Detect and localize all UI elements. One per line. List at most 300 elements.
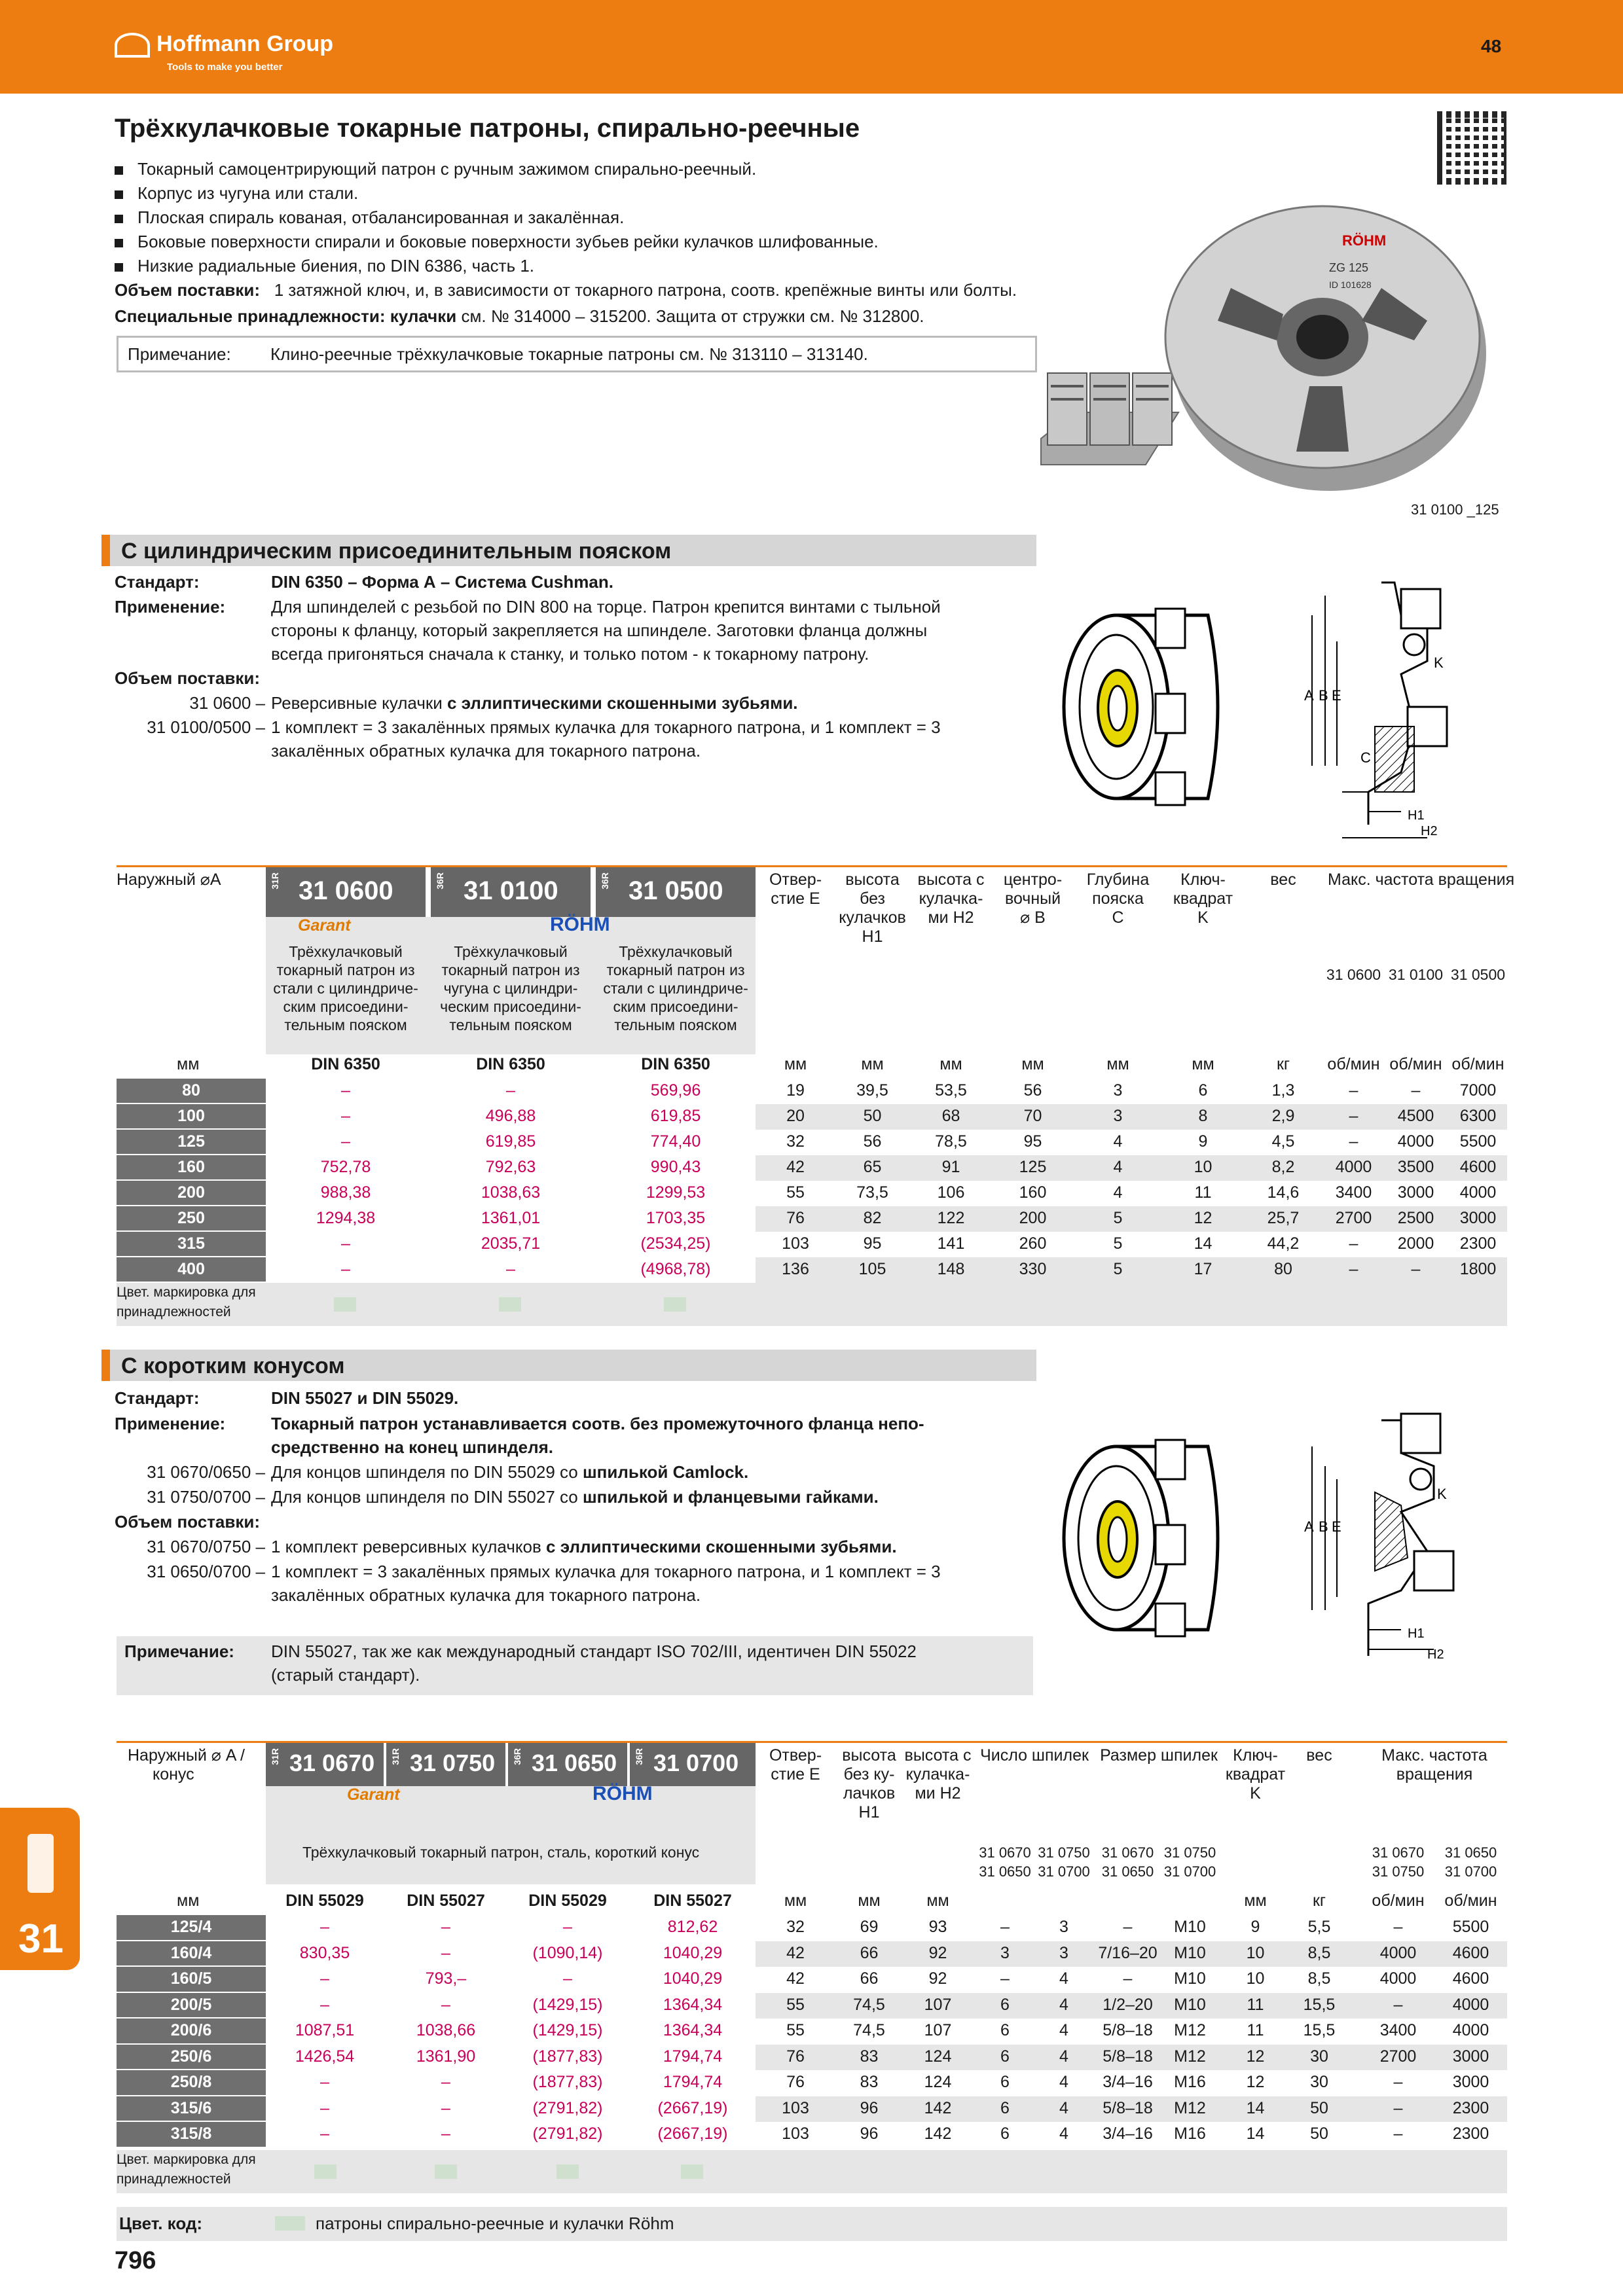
table-cell: –: [1349, 1234, 1359, 1253]
scope-code: 31 0650/0700 –: [147, 1562, 265, 1581]
col-head: высота с кулачка- ми H2: [917, 870, 985, 927]
table-cell: 124: [924, 2073, 952, 2091]
unit: мм: [939, 1055, 962, 1073]
table-cell: –: [441, 1995, 450, 2014]
table-cell: 50: [1310, 2125, 1328, 2143]
table-cell: 76: [786, 2047, 805, 2066]
table-cell: –: [1349, 1081, 1359, 1100]
table-cell: –: [1349, 1260, 1359, 1278]
color-swatch: [681, 2164, 703, 2179]
table-cell: 3/4–16: [1103, 2073, 1153, 2091]
scope-text: закалённых обратных кулачка для токарного патрона.: [271, 741, 701, 761]
table-cell: 32: [786, 1132, 805, 1151]
table-cell: 5: [1113, 1234, 1123, 1253]
table-cell: 11: [1247, 1995, 1264, 2014]
table-cell: 55: [786, 1183, 805, 1202]
sub-head: 31 0650 31 0700: [1444, 1844, 1497, 1880]
table-cell: 125: [1019, 1158, 1047, 1176]
table-cell: 136: [782, 1260, 809, 1278]
article-header: 31R 31 0600: [266, 867, 426, 917]
chuck-key-icon: [27, 1834, 54, 1893]
table-cell: 30: [1310, 2047, 1328, 2066]
table-cell: –: [1411, 1081, 1421, 1100]
page-number-top: 48: [1481, 36, 1502, 56]
table-cell: 103: [782, 2098, 809, 2117]
drawing-label-e: E: [1332, 1518, 1341, 1535]
table-cell: 5: [1113, 1260, 1123, 1278]
table-cell: 105: [858, 1260, 886, 1278]
rohm-logo: RÖHM: [550, 914, 610, 935]
col-head: вес: [1270, 870, 1296, 889]
table-cell: 3000: [1452, 2047, 1489, 2066]
table-cell: 7/16–20: [1098, 1943, 1158, 1962]
color-swatch: [499, 1297, 521, 1312]
drawing-label-e: E: [1332, 687, 1341, 704]
product-description: Трёхкулачковый токарный патрон из чугуна с цилиндри- ческим присоедини- тельным пояском: [440, 943, 581, 1033]
table-cell: 1040,29: [663, 1943, 723, 1962]
chuck-side-drawing-2: [1057, 1427, 1254, 1643]
table-cell: 39,5: [856, 1081, 888, 1100]
drawing-label-h1: H1: [1408, 1626, 1425, 1641]
table-cell: 96: [860, 2098, 879, 2117]
table-cell: 73,5: [856, 1183, 888, 1202]
table-cell: 2700: [1379, 2047, 1417, 2066]
unit: об/мин: [1327, 1055, 1380, 1073]
application-text: Токарный патрон устанавливается соотв. без промежуточного фланца непо-: [271, 1414, 924, 1433]
table-cell: 50: [1310, 2098, 1328, 2117]
table-cell: 1,3: [1271, 1081, 1295, 1100]
table-cell: 4: [1059, 2047, 1068, 2066]
col-head: высота без кулачков H1: [839, 870, 906, 946]
scope-text: 1 комплект = 3 закалённых прямых кулачка для токарного патрона, и 1 комплект = 3: [271, 717, 941, 737]
article-header: 31R 31 0750: [386, 1743, 505, 1786]
color-marking-label: Цвет. маркировка для принадлежностей: [117, 1283, 266, 1326]
scope-code: 31 0600 –: [189, 693, 265, 713]
table-cell: 124: [924, 2047, 952, 2066]
photo-id-label: ID 101628: [1329, 279, 1372, 290]
row-label: 250/8: [117, 2070, 266, 2095]
standard-label: Стандарт:: [115, 572, 200, 592]
table-cell: 619,85: [650, 1107, 701, 1125]
col-head: высота без ку- лачков H1: [842, 1746, 896, 1821]
variant-code: 31 0750/0700 –: [147, 1487, 265, 1507]
scope-text: закалённых обратных кулачка для токарного патрона.: [271, 1585, 701, 1605]
table-cell: –: [341, 1132, 350, 1151]
table-cell: 2,9: [1271, 1107, 1295, 1125]
table-cell: 3000: [1452, 2073, 1489, 2091]
table-cell: 19: [786, 1081, 805, 1100]
table-cell: 96: [860, 2125, 879, 2143]
table-cell: 4000: [1379, 1943, 1417, 1962]
table-cell: –: [1393, 2098, 1403, 2117]
table-cell: 56: [1023, 1081, 1042, 1100]
table-cell: 11: [1247, 2021, 1264, 2039]
table-cell: –: [506, 1081, 515, 1100]
table-cell: 3400: [1335, 1183, 1372, 1202]
col-head-speed: Макс. частота вращения: [1381, 1746, 1487, 1784]
table-cell: 6: [1000, 2098, 1010, 2117]
standard-value: DIN 6350 – Форма А – Система Cushman.: [271, 572, 613, 592]
table-cell: 2300: [1452, 2125, 1489, 2143]
speed-sub: 31 0600: [1326, 966, 1381, 983]
table-cell: 10: [1194, 1158, 1213, 1176]
table-cell: 9: [1198, 1132, 1208, 1151]
table-cell: 4000: [1459, 1183, 1497, 1202]
unit: мм: [1106, 1055, 1129, 1073]
table-cell: 107: [924, 2021, 952, 2039]
drawing-label-k: K: [1434, 655, 1444, 671]
scope-text: 1 комплект = 3 закалённых прямых кулачка для токарного патрона, и 1 комплект = 3: [271, 1562, 941, 1581]
table-cell: –: [1000, 1918, 1010, 1936]
table-cell: M16: [1174, 2125, 1206, 2143]
color-marking-label: Цвет. маркировка для принадлежностей: [117, 2150, 266, 2193]
table-cell: 95: [1023, 1132, 1042, 1151]
table-cell: 1800: [1459, 1260, 1497, 1278]
feature-bullet: Корпус из чугуна или стали.: [115, 183, 358, 204]
table-cell: –: [563, 1918, 572, 1936]
row-label: 80: [117, 1079, 266, 1103]
table-cell: 2300: [1452, 2098, 1489, 2117]
table-cell: 17: [1194, 1260, 1213, 1278]
table-cell: 4: [1059, 2073, 1068, 2091]
table-cell: M10: [1174, 1969, 1206, 1988]
table-cell: 160: [1019, 1183, 1047, 1202]
drawing-label-h1: H1: [1408, 808, 1425, 823]
table-cell: –: [1349, 1132, 1359, 1151]
drawing-label-b: B: [1319, 687, 1328, 704]
product-description: Трёхкулачковый токарный патрон из стали с цилиндриче- ским присоедини- тельным пояском: [273, 943, 418, 1033]
note-text: DIN 55027, так же как международный стандарт ISO 702/III, идентичен DIN 55022: [271, 1641, 917, 1661]
row-label: 315/6: [117, 2096, 266, 2121]
page-header: [0, 0, 1623, 94]
unit: мм: [784, 1892, 807, 1910]
table-cell: 15,5: [1303, 1995, 1336, 2014]
table-cell: 93: [928, 1918, 947, 1936]
table-cell: 53,5: [935, 1081, 967, 1100]
feature-bullet: Токарный самоцентрирующий патрон с ручным зажимом спирально-реечный.: [115, 159, 756, 179]
table-cell: M10: [1174, 1918, 1206, 1936]
table-cell: 4600: [1459, 1158, 1497, 1176]
color-swatch: [435, 2164, 457, 2179]
table-cell: (1877,83): [532, 2047, 603, 2066]
table-cell: 4: [1059, 2098, 1068, 2117]
unit: кг: [1276, 1055, 1290, 1073]
table-cell: 14: [1246, 2125, 1265, 2143]
page-number: 796: [115, 2247, 156, 2274]
table-cell: 11: [1194, 1183, 1212, 1202]
table-cell: 55: [786, 1995, 805, 2014]
table-cell: –: [563, 1969, 572, 1988]
table-cell: 3/4–16: [1103, 2125, 1153, 2143]
scope-line: Объем поставки: 1 затяжной ключ, и, в зависимости от токарного патрона, соотв. крепёжные винты или болты.: [115, 280, 1017, 300]
table-cell: 6300: [1459, 1107, 1497, 1125]
table-cell: 4: [1059, 2021, 1068, 2039]
table-cell: 6: [1000, 2125, 1010, 2143]
table-cell: 14: [1246, 2098, 1265, 2117]
row-label: 200: [117, 1181, 266, 1205]
table-cell: M10: [1174, 1943, 1206, 1962]
unit: об/мин: [1444, 1892, 1497, 1910]
table-cell: –: [1393, 2125, 1403, 2143]
bullet-square-icon: [115, 215, 123, 223]
table-cell: 83: [860, 2047, 879, 2066]
table-cell: 2500: [1397, 1209, 1434, 1227]
table-cell: 5/8–18: [1103, 2047, 1153, 2066]
table-cell: 9: [1250, 1918, 1260, 1936]
table-cell: 141: [937, 1234, 965, 1253]
table-cell: 4600: [1452, 1943, 1489, 1962]
table-cell: –: [1393, 1995, 1403, 2014]
table-cell: 103: [782, 1234, 809, 1253]
table-cell: (1090,14): [532, 1943, 603, 1962]
table-cell: 10: [1246, 1943, 1265, 1962]
drawing-label-h2: H2: [1421, 824, 1438, 838]
table-cell: 619,85: [485, 1132, 536, 1151]
table-cell: 80: [1274, 1260, 1292, 1278]
section-heading-cylindrical: С цилиндрическим присоединительным пояском: [101, 535, 1036, 566]
application-text: всегда пригоняться сначала к станку, и только потом - к токарному патрону.: [271, 644, 869, 664]
table-cell: 5500: [1452, 1918, 1489, 1936]
qr-code-icon[interactable]: [1437, 111, 1510, 185]
table-cell: 4: [1059, 1995, 1068, 2014]
chuck-section-drawing: [1303, 576, 1512, 844]
table-cell: –: [1393, 1918, 1403, 1936]
scope-text: Реверсивные кулачки с эллиптическими скошенными зубьями.: [271, 693, 798, 713]
table-cell: –: [441, 2125, 450, 2143]
article-header: 36R 31 0650: [508, 1743, 627, 1786]
col-head: Ключ- квадрат K: [1225, 1746, 1286, 1803]
table-cell: (1429,15): [532, 1995, 603, 2014]
garant-logo: Garant: [347, 1785, 400, 1804]
table-cell: 4600: [1452, 1969, 1489, 1988]
table-cell: 5/8–18: [1103, 2021, 1153, 2039]
table-cell: –: [441, 2098, 450, 2117]
din-label: DIN 55027: [407, 1892, 485, 1910]
article-header: 31R 31 0670: [266, 1743, 384, 1786]
table-cell: 74,5: [853, 1995, 885, 2014]
outer-diameter-label: Наружный ⌀ A / конус: [128, 1746, 245, 1784]
row-label: 400: [117, 1257, 266, 1282]
row-label: 160/4: [117, 1941, 266, 1966]
scope-code: 31 0100/0500 –: [147, 717, 265, 737]
table-cell: 65: [863, 1158, 882, 1176]
table-cell: 569,96: [650, 1081, 701, 1100]
table-cell: 1299,53: [646, 1183, 706, 1202]
table-cell: 14: [1194, 1234, 1213, 1253]
table-cell: 42: [786, 1969, 805, 1988]
note-text: Клино-реечные трёхкулачковые токарные патроны см. № 313110 – 313140.: [270, 344, 868, 364]
table-cell: 5,5: [1307, 1918, 1331, 1936]
table-cell: 812,62: [667, 1918, 718, 1936]
application-text: средственно на конец шпинделя.: [271, 1437, 554, 1457]
table-cell: 2000: [1397, 1234, 1434, 1253]
table-cell: 15,5: [1303, 2021, 1336, 2039]
unit: об/мин: [1389, 1055, 1442, 1073]
table-cell: 5: [1113, 1209, 1123, 1227]
table-cell: 200: [1019, 1209, 1047, 1227]
table-cell: 5500: [1459, 1132, 1497, 1151]
chuck-section-drawing-2: [1303, 1407, 1512, 1669]
unit-mm: мм: [177, 1055, 200, 1073]
feature-bullet: Плоская спираль кованая, отбалансированная и закалённая.: [115, 207, 624, 228]
row-label: 315: [117, 1232, 266, 1256]
drawing-label-b: B: [1319, 1518, 1328, 1535]
row-label: 250/6: [117, 2045, 266, 2070]
table-cell: 1703,35: [646, 1209, 706, 1227]
row-label: 160: [117, 1155, 266, 1179]
table-cell: 260: [1019, 1234, 1047, 1253]
table-cell: 74,5: [853, 2021, 885, 2039]
bullet-square-icon: [115, 166, 123, 175]
table-cell: 8,2: [1271, 1158, 1295, 1176]
col-head: вес: [1306, 1746, 1332, 1765]
standard-value: DIN 55027 и DIN 55029.: [271, 1388, 459, 1408]
color-code-label: Цвет. код:: [119, 2214, 203, 2233]
scope-label: Объем поставки:: [115, 668, 261, 688]
table-cell: 4: [1113, 1132, 1123, 1151]
table-cell: –: [1393, 2073, 1403, 2091]
photo-model-label: ZG 125: [1329, 261, 1369, 274]
application-text: стороны к фланцу, который закрепляется на шпинделе. Заготовки фланца должны: [271, 620, 928, 640]
feature-bullet: Низкие радиальные биения, по DIN 6386, часть 1.: [115, 256, 534, 276]
product-description: Трёхкулачковый токарный патрон, сталь, короткий конус: [302, 1844, 700, 1861]
table-cell: M16: [1174, 2073, 1206, 2091]
table-cell: 1/2–20: [1103, 1995, 1153, 2014]
table-cell: 4000: [1335, 1158, 1372, 1176]
row-label: 125: [117, 1130, 266, 1154]
row-label: 200/6: [117, 2018, 266, 2043]
table-cell: –: [506, 1260, 515, 1278]
brand-logo[interactable]: Hoffmann Group: [115, 31, 333, 58]
table-cell: 4,5: [1271, 1132, 1295, 1151]
table-cell: 78,5: [935, 1132, 967, 1151]
unit: мм: [861, 1055, 884, 1073]
table-cell: 66: [860, 1943, 879, 1962]
unit: мм: [1244, 1892, 1267, 1910]
note-label: Примечание:: [124, 1641, 234, 1661]
table-cell: 3: [1113, 1081, 1123, 1100]
table-cell: –: [1000, 1969, 1010, 1988]
note-box: [117, 336, 1037, 372]
table-cell: 3: [1059, 1918, 1068, 1936]
table-cell: 4000: [1452, 1995, 1489, 2014]
table-cell: 12: [1194, 1209, 1213, 1227]
bullet-square-icon: [115, 239, 123, 247]
table-cell: (2667,19): [657, 2125, 728, 2143]
table-cell: 95: [863, 1234, 882, 1253]
variant-code: 31 0670/0650 –: [147, 1462, 265, 1482]
table-cell: (2534,25): [640, 1234, 711, 1253]
table-cell: 30: [1310, 2073, 1328, 2091]
unit: мм: [926, 1892, 949, 1910]
standard-label: Стандарт:: [115, 1388, 200, 1408]
color-code-swatch: [275, 2216, 305, 2231]
table-cell: –: [441, 1943, 450, 1962]
sub-head: 31 0670 31 0650: [1101, 1844, 1154, 1880]
speed-sub: 31 0500: [1450, 966, 1506, 983]
table-cell: 69: [860, 1918, 879, 1936]
table-cell: 122: [937, 1209, 965, 1227]
table-cell: –: [341, 1260, 350, 1278]
unit: кг: [1312, 1892, 1326, 1910]
table-cell: 70: [1023, 1107, 1042, 1125]
table-cell: 25,7: [1267, 1209, 1300, 1227]
unit: мм: [1021, 1055, 1044, 1073]
table-cell: 6: [1198, 1081, 1208, 1100]
table-cell: 2700: [1335, 1209, 1372, 1227]
color-swatch: [664, 1297, 686, 1312]
table-cell: 2300: [1459, 1234, 1497, 1253]
table-cell: 148: [937, 1260, 965, 1278]
brand-tagline: Tools to make you better: [167, 62, 283, 73]
table-cell: 10: [1246, 1969, 1265, 1988]
table-cell: 142: [924, 2125, 952, 2143]
table-cell: –: [320, 1969, 329, 1988]
table-cell: 496,88: [485, 1107, 536, 1125]
unit: мм: [858, 1892, 881, 1910]
table-cell: 82: [863, 1209, 882, 1227]
table-cell: 4: [1113, 1183, 1123, 1202]
application-label: Применение:: [115, 1414, 226, 1433]
article-header: 36R 31 0500: [596, 867, 756, 917]
table-cell: 106: [937, 1183, 965, 1202]
table-cell: –: [320, 1918, 329, 1936]
col-head-studs-count: Число шпилек: [980, 1746, 1089, 1765]
table-cell: 76: [786, 2073, 805, 2091]
table-cell: 6: [1000, 2073, 1010, 2091]
table-cell: 1040,29: [663, 1969, 723, 1988]
table-cell: 8,5: [1307, 1969, 1331, 1988]
table-cell: –: [1123, 1969, 1133, 1988]
table-cell: 92: [928, 1943, 947, 1962]
table-cell: M12: [1174, 2047, 1206, 2066]
table-cell: 44,2: [1267, 1234, 1300, 1253]
table-cell: 68: [941, 1107, 960, 1125]
chapter-tab[interactable]: [0, 1808, 80, 1970]
table-cell: 83: [860, 2073, 879, 2091]
hoffmann-logo-icon: [115, 33, 150, 58]
din-label: DIN 6350: [476, 1055, 545, 1073]
table-cell: 1294,38: [316, 1209, 376, 1227]
application-label: Применение:: [115, 597, 226, 617]
table-cell: 793,–: [425, 1969, 467, 1988]
col-head: Отвер- стие E: [769, 1746, 822, 1784]
variant-text: Для концов шпинделя по DIN 55027 со шпилькой и фланцевыми гайками.: [271, 1487, 879, 1507]
table-cell: 774,40: [650, 1132, 701, 1151]
table-cell: –: [441, 2073, 450, 2091]
drawing-label-a: A: [1304, 687, 1314, 704]
table-cell: 91: [941, 1158, 960, 1176]
table-cell: (2791,82): [532, 2098, 603, 2117]
table-cell: 6: [1000, 2047, 1010, 2066]
unit: мм: [1192, 1055, 1214, 1073]
table-cell: 1794,74: [663, 2073, 723, 2091]
table-cell: 752,78: [320, 1158, 371, 1176]
table-cell: M12: [1174, 2021, 1206, 2039]
table-cell: M10: [1174, 1995, 1206, 2014]
table-cell: 6: [1000, 2021, 1010, 2039]
speed-sub: 31 0100: [1388, 966, 1444, 983]
special-accessories-line: Специальные принадлежности: кулачки см. № 314000 – 315200. Защита от стружки см. № 312800.: [115, 306, 924, 326]
table-cell: 50: [863, 1107, 882, 1125]
color-swatch: [556, 2164, 579, 2179]
product-description: Трёхкулачковый токарный патрон из стали с цилиндриче- ским присоедини- тельным пояском: [603, 943, 748, 1033]
language-code: RUE: [1573, 29, 1583, 49]
table-cell: 3: [1059, 1943, 1068, 1962]
outer-diameter-label: Наружный ⌀A: [117, 870, 221, 889]
desc-band: [266, 1783, 756, 1884]
table-cell: (1877,83): [532, 2073, 603, 2091]
